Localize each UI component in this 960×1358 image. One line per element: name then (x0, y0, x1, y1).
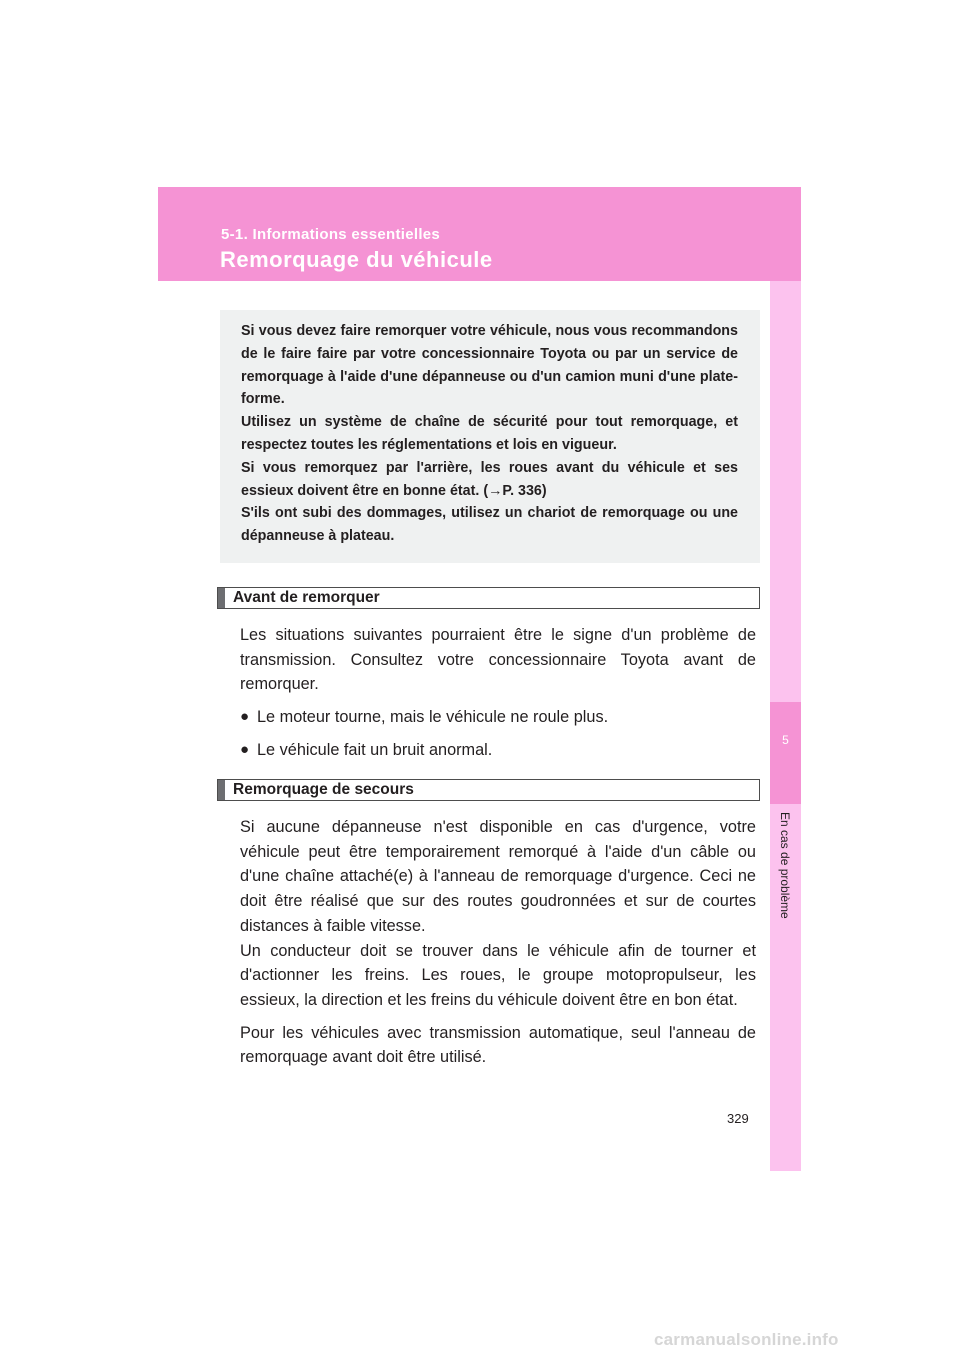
before-towing-body (240, 623, 756, 763)
bullet-icon: ● (240, 740, 250, 758)
intro-box (220, 310, 760, 563)
section-label: 5-1. Informations essentielles (221, 226, 441, 243)
page-title: Remorquage du véhicule (220, 247, 493, 272)
body-paragraph: Un conducteur doit se trouver dans le véhicule afin de tourner et d'actionner les freins. Les roues, le groupe motopropulseur, les essieux, la direction et les freins du véhicule doivent être en bon état. (240, 941, 756, 1009)
body-paragraph: Si aucune dépanneuse n'est disponible en cas d'urgence, votre véhicule peut être temporairement remorqué à l'aide d'un câble ou d'une chaîne attaché(e) à l'anneau de remorquage d'urgence. Ceci ne doit être réalisé que sur des routes goudronnées et sur de courtes distances à faible vitesse. (240, 818, 756, 935)
subheading-emergency-towing (217, 779, 760, 801)
body-paragraph: Pour les véhicules avec transmission automatique, seul l'anneau de remorquage avant doit être utilisé. (240, 1023, 756, 1067)
watermark: carmanualsonline.info (654, 1330, 839, 1349)
bullet-icon: ● (240, 708, 250, 726)
chapter-number: 5 (782, 733, 789, 747)
list-item (240, 705, 756, 730)
body-paragraph: Les situations suivantes pourraient être le signe d'un problème de transmission. Consultez votre concessionnaire Toyota avant de remorquer. (240, 626, 756, 694)
list-item-text: Le véhicule fait un bruit anormal. (257, 740, 493, 759)
intro-paragraph: Utilisez un système de chaîne de sécurité pour tout remorquage, et respectez toutes les réglementations et lois en vigueur. (241, 414, 738, 453)
page-number: 329 (727, 1111, 749, 1126)
subheading-title: Avant de remorquer (233, 589, 380, 606)
intro-paragraph: Si vous devez faire remorquer votre véhicule, nous vous recommandons de le faire faire par votre concessionnaire Toyota ou par un service de remorquage à l'aide d'une dépanneuse ou d'un camion muni d'une plate-forme. (241, 323, 738, 408)
subheading-bar (218, 588, 225, 608)
chapter-title: En cas de problème (778, 812, 792, 919)
subheading-title: Remorquage de secours (233, 781, 414, 798)
list-item-text: Le moteur tourne, mais le véhicule ne roule plus. (257, 708, 609, 727)
chapter-tab-marker (770, 702, 801, 804)
subheading-bar (218, 780, 225, 800)
emergency-towing-body (240, 815, 756, 1070)
list-item (240, 738, 756, 763)
intro-paragraph: S'ils ont subi des dommages, utilisez un chariot de remorquage ou une dépanneuse à plateau. (241, 505, 738, 545)
intro-paragraph (241, 457, 738, 503)
subheading-before-towing (217, 587, 760, 609)
intro-paragraph-text: Si vous remorquez par l'arrière, les roues avant du véhicule et ses essieux doivent être en bonne état. (→P. 336) (241, 459, 738, 499)
